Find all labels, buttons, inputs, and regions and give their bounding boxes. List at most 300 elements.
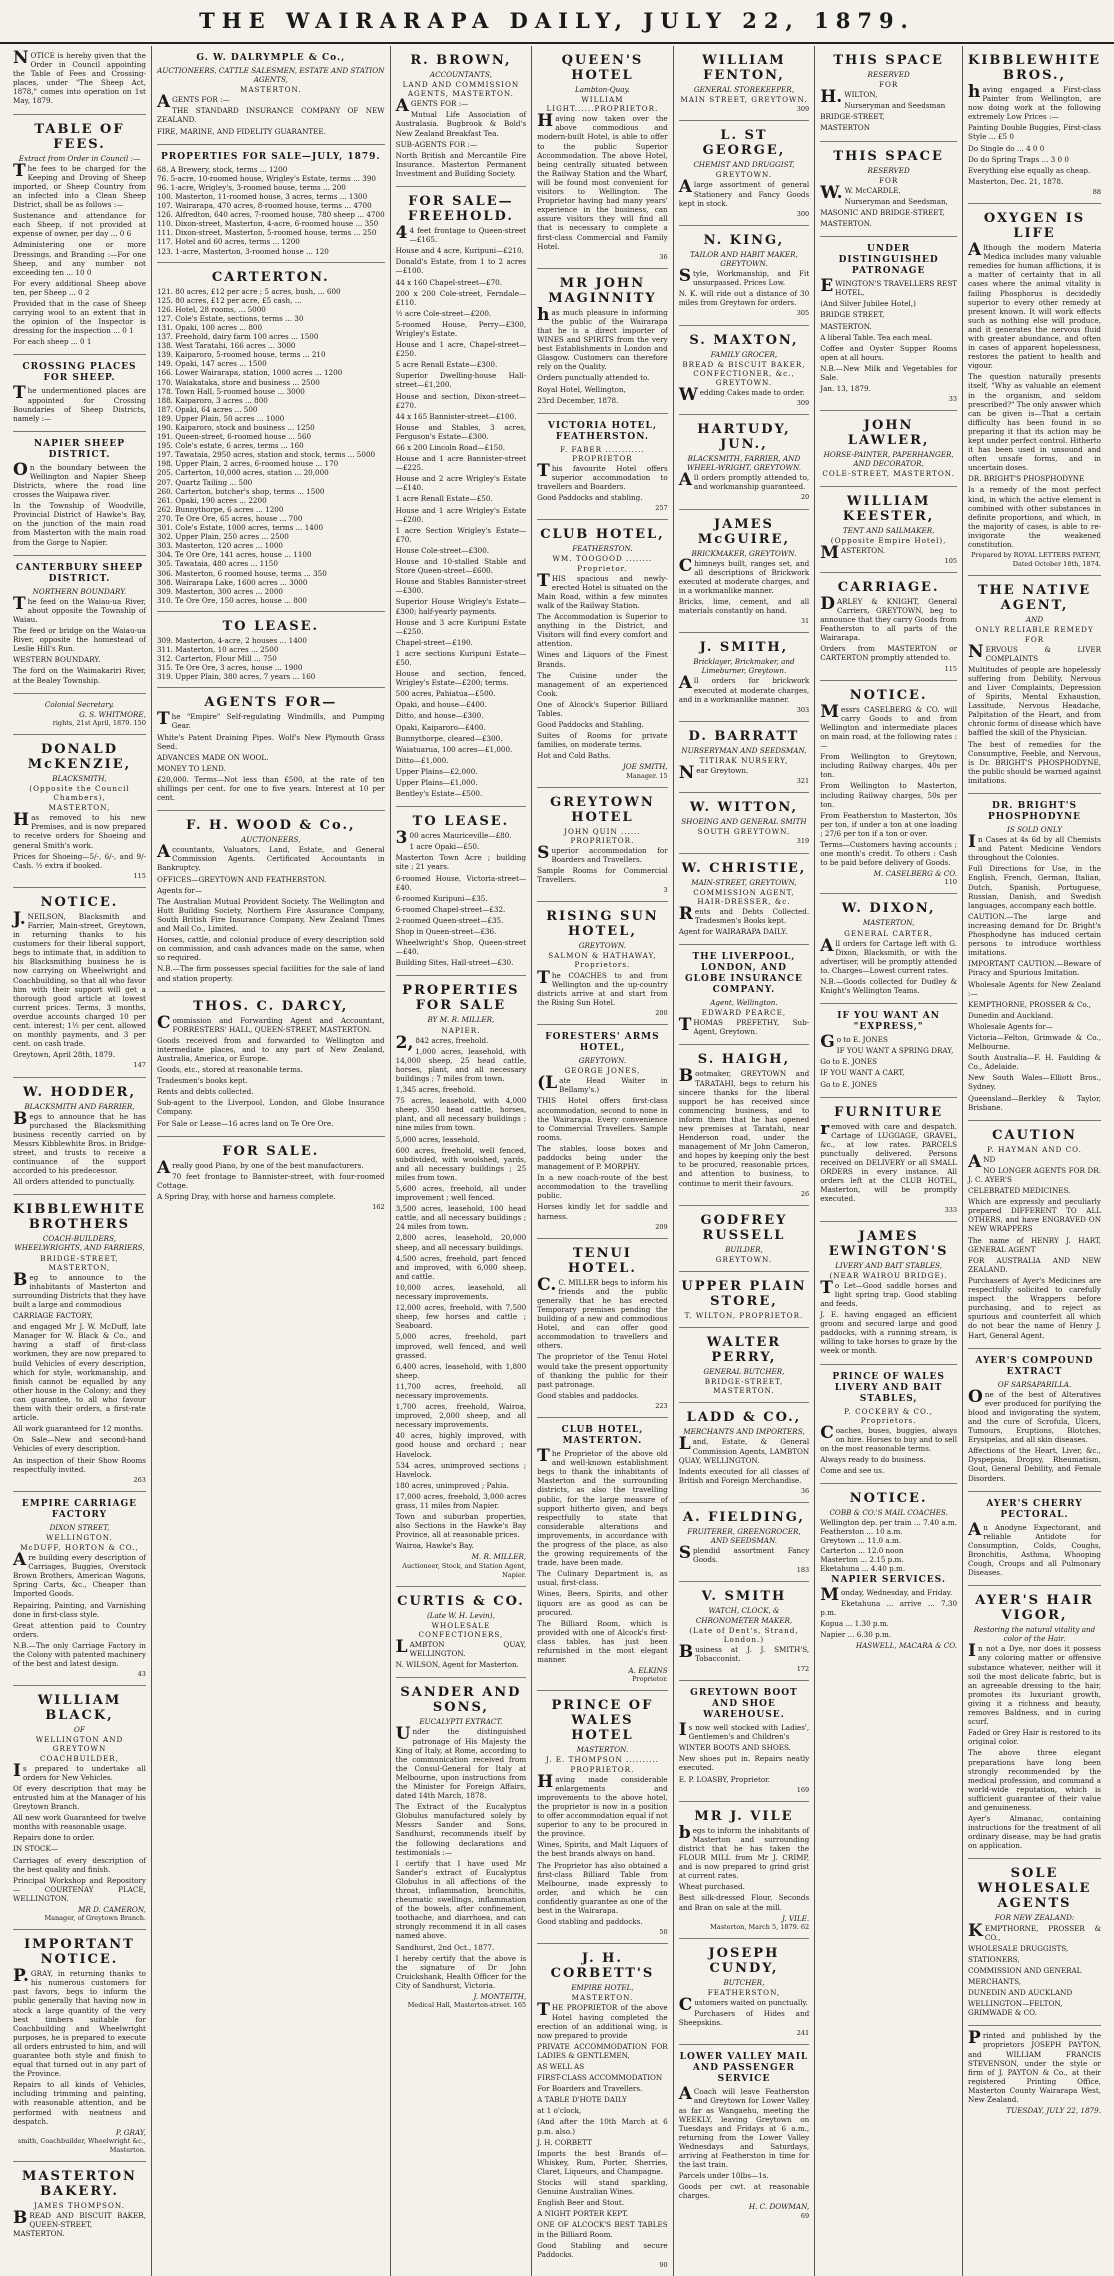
- list-item: 126. Alfredton, 640 acres, 7-roomed house, 780 sheep ... 4700: [156, 210, 385, 220]
- ad-paragraph: Eketahuna ... arrive ... 7.30 p.m.: [820, 1598, 958, 1618]
- ad-paragraph: Come and see us.: [820, 1466, 885, 1476]
- ad-reference: 309: [796, 398, 810, 407]
- ad-paragraph: Rents and debts collected.: [156, 1087, 254, 1097]
- ad-paragraph: Faded or Grey Hair is restored to its original color.: [968, 1728, 1101, 1747]
- ad-caption: WELLINGTON AND GREYTOWN COACHBUILDER,: [35, 1735, 124, 1763]
- ad-paragraph: Donald's Estate, from 1 to 2 acres—£100.: [395, 257, 527, 276]
- advertisement: [968, 1492, 1101, 1587]
- ad-paragraph: EWINGTON'S TRAVELLERS REST HOTEL,: [820, 276, 958, 298]
- ad-paragraph: Of every description that may be entrusted him at the Manager of his Greytown Branch.: [13, 1783, 146, 1812]
- ad-heading: FOR SALE.: [222, 1143, 320, 1159]
- ad-reference: 3: [663, 886, 668, 895]
- ad-subheading: Extract from Order in Council :—: [18, 153, 141, 163]
- ad-body: [13, 1760, 146, 1903]
- ad-paragraph: removed with care and despatch. Cartage of LUGGAGE, GRAVEL, &c., at low rates. PARCELS punctually delivered. Persons received on DELIVERY or all SMALL ORDERS in every instance. All orders left at the CLUB HOTEL, Masterton, will be promptly executed.: [820, 1118, 958, 1204]
- ad-body: [537, 2000, 668, 2259]
- ad-reference: 26: [800, 1189, 810, 1198]
- timetable: [820, 1518, 957, 1573]
- ad-body: [537, 1771, 668, 1927]
- ad-subheading: AUCTIONEERS, CATTLE SALESMEN, ESTATE AND STATION AGENTS,: [157, 66, 385, 85]
- ad-paragraph: North British and Mercantile Fire Insurance. Masterton Permanent Investment and Building Society.: [395, 150, 527, 178]
- ad-subheading: HORSE-PAINTER, PAPERHANGER, AND DECORATOR,: [823, 450, 954, 469]
- ad-paragraph: Wines and Liquors of the Finest Brands.: [537, 650, 668, 669]
- ad-paragraph: An inspection of their Show Rooms respectfully invited.: [13, 1455, 146, 1474]
- ad-paragraph: Printed and published by the proprietors JOSEPH PAYTON, and WILLIAM FRANCIS STEVENSON, under the style or firm of J. PAYTON & Co., at their registered Printing Office, Masterton County Wairarapa West, New Zealand.: [968, 2028, 1101, 2105]
- ad-paragraph: House and 1 acre, Chapel-street—£250.: [395, 340, 527, 359]
- ad-paragraph: Everything else equally as cheap.: [968, 165, 1091, 175]
- ad-paragraph: 1 acre Renall Estate—£50.: [395, 494, 493, 504]
- newspaper-column: [674, 46, 816, 2276]
- ad-paragraph: KEMPTHORNE, PROSSER & CO.,: [968, 1920, 1101, 1942]
- ad-caption: ONLY RELIABLE REMEDY FOR: [975, 625, 1094, 644]
- ad-paragraph: STATIONERS,: [968, 1954, 1020, 1964]
- ad-subheading: GREYTOWN.: [578, 1056, 627, 1066]
- advertisement: [396, 1678, 527, 2016]
- ad-body: [968, 2028, 1101, 2105]
- ad-heading: PRINCE OF WALES HOTEL: [551, 1698, 654, 1744]
- ad-heading: THE LIVERPOOL, LONDON, AND GLOBE INSURANCE COMPANY.: [684, 952, 803, 996]
- ad-heading: R. BROWN,: [410, 53, 512, 68]
- ad-paragraph: Go to E. JONES: [820, 1079, 878, 1089]
- ad-heading: LOWER VALLEY MAIL AND PASSENGER SERVICE: [679, 2052, 809, 2085]
- ad-paragraph: Masterton Town Acre ; building site ; 21 years.: [395, 853, 527, 872]
- ad-paragraph: Bootmaker, GREYTOWN and TARATAHI, begs to return his sincere thanks for the liberal support he has received since commencing business, and to inform them that he has opened new premises at Taratahi, near Henderson road, under the management of Mr John Cameron, and hopes by keeping only the best to be procured, reasonable prices, and attention to business, to continue to merit their favours.: [678, 1066, 810, 1188]
- ad-paragraph: AGENTS FOR :—: [395, 96, 469, 117]
- ad-paragraph: Administering one or more Dressings, and Branding :—For one Sheep, and any number not exceeding ten ... 10 0: [13, 240, 146, 277]
- ad-reference: 105: [944, 556, 958, 565]
- advertisement: [679, 1206, 810, 1272]
- advertisement: [820, 1222, 957, 1365]
- ad-subheading: Colonial Secretary.: [44, 699, 115, 709]
- ad-subheading: GREYTOWN.: [578, 941, 627, 951]
- ad-paragraph: House and 1 acre Bannister-street—£225.: [395, 454, 527, 473]
- ad-paragraph: English Beer and Stout.: [537, 2198, 625, 2208]
- ad-paragraph: WESTERN BOUNDARY.: [13, 655, 101, 665]
- newspaper-columns: [8, 46, 1106, 2269]
- ad-subheading: DIXON STREET,: [49, 1522, 110, 1532]
- ad-paragraph: For Sale or Lease—16 acres land on Te Ore Ore.: [156, 1118, 334, 1128]
- ad-caption: LAND AND COMMISSION AGENTS, MASTERTON.: [402, 80, 520, 99]
- ad-heading: W. DIXON,: [841, 901, 936, 917]
- ad-paragraph: MASTERTON.: [820, 542, 886, 563]
- ad-body: [13, 48, 146, 106]
- ad-paragraph: N.B.—The firm possesses special facilities for the sale of land and station property.: [156, 964, 385, 983]
- ad-paragraph: THIS spacious and newly-erected Hotel is situated on the Main Road, within a few minutes walk of the Railway Station.: [537, 570, 668, 610]
- ad-paragraph: Suites of Rooms for private families, on moderate terms.: [537, 731, 668, 750]
- advertisement: [537, 520, 668, 787]
- ad-body: [968, 82, 1101, 186]
- ad-subheading: Agent, Wellington.: [710, 998, 778, 1008]
- ad-paragraph: The name of HENRY J. HART, GENERAL AGENT: [968, 1235, 1101, 1254]
- ad-paragraph: Wheat purchased.: [678, 1882, 745, 1892]
- advertisement: [537, 1944, 668, 2276]
- ad-paragraph: The question naturally presents itself, "Why as valuable an element in the organism, and seldom prescribed?" The only answer which can be given is—That a certain difficulty has been found in so preparing it that its action may be kept under perfect control. Hitherto it has been used in unsound and often unsafe forms, and in uncertain doses.: [968, 372, 1101, 473]
- ad-reference: Manager, of Greytown Branch.: [44, 1914, 146, 1923]
- ad-heading: NOTICE.: [40, 894, 119, 910]
- advertisement: [820, 681, 957, 895]
- ad-reference: 183: [796, 1566, 810, 1575]
- ad-subheading: IS SOLD ONLY: [1007, 825, 1062, 834]
- ad-heading: GREYTOWN HOTEL: [550, 794, 655, 825]
- ad-body: [678, 1066, 810, 1188]
- ad-paragraph: An Anodyne Expectorant, and reliable Antidote for Consumption, Colds, Coughs, Bronchitis, Asthma, Whooping Cough, Croups and all Pulmonary Diseases.: [968, 1519, 1101, 1578]
- ad-body: [13, 810, 146, 870]
- ad-paragraph: The undermentioned places are appointed for Crossing Boundaries of Sheep Districts, namely :—: [13, 383, 146, 423]
- ad-body: [968, 641, 1101, 785]
- ad-reference: Manager. 15: [626, 771, 668, 780]
- ad-caption: COLE-STREET, MASTERTON.: [822, 469, 955, 479]
- ad-paragraph: having engaged a First-class Painter from Wellington, are now doing work at the following extremely Low Prices :—: [968, 82, 1101, 122]
- advertisement: [157, 612, 385, 688]
- ad-paragraph: 2,800 acres, leasehold, 20,000 sheep, and all necessary buildings.: [395, 1233, 527, 1252]
- ad-paragraph: 17,000 acres, freehold, 3,000 acres grass, 11 miles from Napier.: [395, 1491, 527, 1510]
- ad-heading: TO LEASE.: [412, 814, 510, 830]
- list-item: 126. Hotel, 28 rooms, ... 5000: [156, 304, 266, 314]
- ad-subheading: FOR NEW ZEALAND:: [994, 1913, 1075, 1923]
- ad-subheading: GENERAL STOREKEEPER,: [693, 85, 794, 94]
- ad-paragraph: N.B.—The only Carriage Factory in the Colony with patented machinery of the best and latest design.: [13, 1640, 146, 1669]
- ad-paragraph: Wheelwright's Shop, Queen-street—£40.: [395, 938, 527, 957]
- advertisement: [679, 415, 810, 509]
- advertisement: [968, 1349, 1101, 1492]
- ad-paragraph: 534 acres, unimproved sections ; Havelock.: [395, 1460, 527, 1479]
- ad-heading: G. W. DALRYMPLE & Co.,: [196, 53, 346, 63]
- ad-paragraph: The "Empire" Self-regulating Windmills, and Pumping Gear.: [156, 709, 385, 731]
- ad-paragraph: House Cole-street—£300.: [395, 545, 490, 555]
- ad-signature: A. ELKINS: [628, 1666, 668, 1676]
- ad-paragraph: Commission and Forwarding Agent and Accountant, FORRESTERS' HALL, QUEEN-STREET, MASTERTON.: [156, 1012, 385, 1034]
- ad-paragraph: Customers waited on punctually.: [678, 1994, 808, 2015]
- ad-paragraph: Building Sites, Hall-street—£30.: [395, 958, 514, 968]
- ad-paragraph: H.WILTON,: [820, 87, 878, 108]
- ad-reference: 321: [796, 777, 810, 786]
- ad-paragraph: Horses kindly let for saddle and harness.: [537, 1202, 668, 1221]
- ad-caption: T. WILTON, PROPRIETOR.: [684, 1310, 804, 1320]
- advertisement: [13, 2162, 146, 2246]
- ad-subheading: (Late W. H. Levin),: [426, 1610, 495, 1620]
- ad-paragraph: Good Paddocks and stabling.: [537, 493, 643, 503]
- ad-reference: 90: [659, 2260, 668, 2269]
- ad-paragraph: 180 acres, unimproved ; Pahia.: [395, 1480, 509, 1490]
- ad-body: [13, 160, 146, 347]
- ad-paragraph: WHOLESALE DRUGGISTS,: [968, 1943, 1069, 1953]
- ad-paragraph: Do do Spring Traps ... 3 0 0: [968, 154, 1069, 164]
- ad-paragraph: 6-roomed Kuripuni—£35.: [395, 893, 488, 903]
- ad-subheading: COACH-BUILDERS, WHEELWRIGHTS, AND FARRIERS,: [14, 1234, 145, 1253]
- newspaper-title: THE WAIRARAPA DAILY, JULY 22, 1879.: [199, 8, 915, 33]
- ad-body: [678, 1015, 810, 1037]
- ad-body: [156, 1012, 385, 1128]
- ad-paragraph: Having made considerable enlargements and improvements to the above hotel, the proprietor is now in a position to offer accommodation equal if not superior to any to be procured in the province.: [537, 1771, 668, 1839]
- ad-paragraph: Purchasers of Hides and Sheepskins.: [678, 2009, 810, 2028]
- ad-body: [395, 1032, 527, 1551]
- ad-subheading: Bricklayer, Brickmaker, and Limeburner, Greytown.: [693, 657, 795, 676]
- advertisement: [820, 573, 957, 681]
- ad-paragraph: House and 1 acre Wrigley's Estate—£200.: [395, 505, 527, 524]
- ad-caption: JAMES THOMPSON.: [33, 2201, 125, 2211]
- ad-body: [13, 593, 146, 685]
- ad-paragraph: (And after the 10th March at 6 p.m. also.): [537, 2117, 668, 2136]
- advertisement: [679, 326, 810, 416]
- ad-paragraph: 10,000 acres, leasehold, all necessary improvements.: [395, 1282, 527, 1302]
- ad-paragraph: The proprietor of the Tenui Hotel would take the present opportunity of thanking the public for their past patronage.: [537, 1352, 668, 1389]
- ad-heading: THIS SPACE: [833, 148, 944, 164]
- ad-signature: G. S. WHITMORE,: [79, 709, 146, 719]
- ad-paragraph: Ayer's Almanac, containing instructions for the treatment of all ordinary disease, may be had gratis on application.: [968, 1814, 1101, 1851]
- ad-reference: 303: [796, 705, 810, 714]
- ad-paragraph: Bentley's Estate—£500.: [395, 789, 483, 799]
- ad-heading: D. BARRATT: [688, 728, 800, 744]
- ad-body: [820, 182, 957, 229]
- ad-paragraph: A Spring Dray, with horse and harness complete.: [156, 1191, 336, 1201]
- ad-reference: 43: [137, 1670, 146, 1679]
- ad-body: [820, 276, 958, 394]
- ad-reference: 172: [796, 1665, 810, 1673]
- ad-paragraph: IF YOU WANT A CART,: [820, 1068, 905, 1078]
- ad-heading: JOSEPH CUNDY,: [708, 1945, 780, 1976]
- advertisement: [157, 46, 385, 145]
- ad-signature: MR D. CAMERON,: [78, 1904, 146, 1914]
- ad-body: [820, 1422, 958, 1476]
- ad-heading: AGENTS FOR—: [204, 695, 338, 711]
- ad-reference: smith, Coachbuilder, Wheelwright &c., Masterton.: [17, 2136, 146, 2154]
- ad-paragraph: On the boundary between the Wellington and Napier Sheep Districts, where the road line crosses the Waipawa river.: [13, 459, 146, 500]
- ad-paragraph: The COACHES to and from Wellington and the up-country districts arrive at and start from the Rising Sun Hotel.: [537, 967, 668, 1007]
- list-item: 110. Dixon-street, Masterton, 4-acre, 6-roomed house ... 350: [156, 219, 379, 229]
- ad-paragraph: I hereby certify that the above is the signature of Dr John Cruickshank, Health Officer for the City of Sandhurst, Victoria.: [395, 1953, 527, 1990]
- ad-caption: JOHN QUIN ...... PROPRIETOR.: [564, 826, 641, 845]
- advertisement: [968, 576, 1101, 794]
- ad-paragraph: Wedding Cakes made to order.: [678, 384, 805, 405]
- ad-reference: 300: [796, 209, 810, 218]
- ad-body: [13, 383, 146, 423]
- ad-paragraph: Bunnythorpe, cleared—£300.: [395, 733, 503, 743]
- ad-paragraph: One of Alcock's Superior Billiard Tables.: [537, 699, 668, 718]
- ad-caption: (NEAR WAIROU BRIDGE).: [829, 1270, 948, 1280]
- ad-paragraph: Is prepared to undertake all orders for New Vehicles.: [13, 1760, 146, 1782]
- ad-heading: UPPER PLAIN STORE,: [681, 1278, 807, 1309]
- ad-paragraph: 5,600 acres, freehold, all under improvement ; well fenced.: [395, 1184, 527, 1203]
- ad-heading: RISING SUN HOTEL,: [546, 909, 659, 940]
- ad-reference: Proprietor.: [632, 1675, 668, 1684]
- list-item: 189. Upper Plain, 50 acres ... 1000: [156, 413, 285, 423]
- ad-paragraph: In the Township of Woodville, Provincial District of Hawke's Bay, on the junction of the main road from Masterton with the main road from the Gorge to Napier.: [13, 501, 146, 547]
- ad-caption: F. FABER ............ PROPRIETOR: [560, 444, 645, 463]
- ad-paragraph: Coaches, buses, buggies, always on hire. Horses to buy and to sell on the most reasonable terms.: [820, 1422, 958, 1453]
- advertisement: [13, 556, 146, 694]
- ad-heading: FOR SALE—FREEHOLD.: [407, 194, 514, 225]
- ad-paragraph: W.W. McCARDLE,: [820, 182, 901, 203]
- ad-paragraph: IN STOCK—: [13, 1844, 59, 1854]
- ad-heading: OXYGEN IS LIFE: [983, 211, 1086, 242]
- ad-heading: MR JOHN MAGINNITY: [548, 275, 657, 306]
- ad-body: [156, 92, 385, 136]
- ad-paragraph: Begs to announce that he has purchased the Blacksmithing business recently carried on by Messrs Kibblewhite Bros. in Bridge-street, and trusts to receive a continuance of the support accorded to his predecessor.: [13, 1108, 146, 1176]
- ad-heading: NAPIER SHEEP DISTRICT.: [33, 438, 126, 460]
- list-item: 96. 1-acre, Wrigley's, 3-roomed house, terms ... 200: [156, 182, 346, 192]
- ad-body: [156, 709, 385, 803]
- ad-paragraph: Indents executed for all classes of British and Foreign Merchandise.: [678, 1466, 810, 1485]
- advertisement: [820, 411, 957, 486]
- ad-paragraph: Accountants, Valuators, Land, Estate, and General Commission Agents. Certificated Accountants in Bankruptcy.: [156, 842, 385, 873]
- ad-paragraph: Alarge assortment of general Stationery and Fancy Goods kept in stock.: [678, 177, 810, 208]
- list-item: 100. Masterton, 11-roomed house, 3 acres, terms ... 1300: [156, 191, 368, 201]
- advertisement: [537, 46, 668, 269]
- advertisement: [679, 1939, 810, 2046]
- list-item: 117. Hotel and 60 acres, terms ... 1200: [156, 237, 300, 247]
- list-item: 197. Tawataia, 2950 acres, station and stock, terms ... 5000: [156, 450, 376, 460]
- ad-body: [678, 903, 810, 936]
- advertisement: [13, 1686, 146, 1930]
- ad-body: [820, 701, 958, 868]
- list-item: 302. Upper Plain, 250 acres ... 2500: [156, 532, 289, 542]
- ad-subheading: RESERVED: [867, 165, 910, 175]
- ad-paragraph: Parcels under 10lbs—1s.: [678, 2171, 769, 2181]
- ad-reference: rights, 21st April, 1879. 150: [52, 718, 146, 727]
- ad-paragraph: The ford on the Waimakariri River, at the Bealey Township.: [13, 666, 146, 685]
- property-list: [157, 165, 385, 256]
- ad-paragraph: Repairs to all kinds of Vehicles, including trimming and painting, with reasonable attention, and be performed with neatness and despatch.: [13, 2080, 146, 2126]
- ad-reference: 69: [800, 2211, 810, 2220]
- advertisement: [679, 1681, 810, 1802]
- ad-paragraph: MASTERTON: [820, 123, 870, 133]
- ad-heading: CURTIS & CO.: [397, 1593, 525, 1609]
- ad-paragraph: Good Paddocks and Stabling.: [537, 720, 644, 730]
- ad-reference: 88: [1092, 187, 1101, 196]
- ad-heading: THIS SPACE: [833, 53, 944, 68]
- ad-caption: (Late of Dent's, Strand, London.): [689, 1625, 799, 1644]
- ad-caption: NAPIER.: [441, 1025, 481, 1035]
- list-item: 301. Cole's Estate, 1000 acres, terms ... 1400: [156, 523, 324, 533]
- ad-paragraph: PRIVATE ACCOMMODATION FOR LADIES & GENTLEMEN,: [537, 2041, 668, 2060]
- ad-paragraph: Affections of the Heart, Liver, &c., Dyspepsia, Dropsy, Rheumatism, Gout, General Debility, and Female Disorders.: [968, 1446, 1101, 1483]
- ad-reference: 319: [796, 837, 810, 846]
- ad-caption: WILLIAM LIGHT......PROPRIETOR.: [546, 95, 659, 114]
- ad-caption: EDWARD PEARCE,: [701, 1008, 787, 1018]
- ad-signature: HASWELL, MACARA & CO.: [855, 1641, 958, 1651]
- advertisement: [820, 1004, 957, 1097]
- list-item: 187. Opaki, 64 acres ... 500: [156, 404, 258, 414]
- ad-paragraph: OFFICES—GREYTOWN AND FEATHERSTON.: [156, 874, 327, 884]
- advertisement: [13, 432, 146, 556]
- ad-heading: KIBBLEWHITE BROS.,: [968, 53, 1101, 83]
- ad-paragraph: Waiatuarua, 100 acres—£1,000.: [395, 744, 513, 754]
- ad-heading: JAMES EWINGTON'S: [828, 1228, 949, 1259]
- ad-paragraph: J. E. having engaged an efficient groom and secured large and good paddocks, with a running stream, is willing to take horses to graze by the week or month.: [820, 1310, 958, 1356]
- timetable-row: Masterton ... 2.15 p.m.: [820, 1554, 904, 1564]
- ad-paragraph: Sample Rooms for Commercial Travellers.: [537, 866, 668, 885]
- advertisement: [537, 269, 668, 414]
- ad-paragraph: The fees to be charged for the Keeping and Droving of Sheep imported, or Sheep Country from an infected into a Clean Sheep District, shall be as follows :—: [13, 160, 146, 210]
- ad-paragraph: All orders attended to punctually.: [13, 1177, 135, 1187]
- ad-paragraph: N. K. will ride out a distance of 30 miles from Greytown for orders.: [678, 289, 810, 308]
- ad-paragraph: Sandhurst, 2nd Oct., 1877.: [395, 1942, 495, 1952]
- ad-paragraph: I certify that I have used Mr Sander's extract of Eucalyptus Globulus in all affections of the throat, inflammation, bronchitis, rheumatic swellings, inflammation of the bowels, after confinement, toothache, and diarrhoea, and can strongly recommend it in all cases named above.: [395, 1858, 527, 1941]
- ad-paragraph: House and section, fenced, Wrigley's Estate—£200; terms.: [395, 669, 527, 688]
- ad-subheading: WATCH, CLOCK, & CHRONOMETER MAKER,: [695, 1606, 793, 1625]
- ad-paragraph: 12,000 acres, freehold, with 7,500 sheep, few horses and cattle ; Seaboard.: [395, 1303, 527, 1331]
- advertisement: [679, 1582, 810, 1681]
- ad-body: [820, 87, 957, 133]
- ad-paragraph: Orders punctually attended to.: [537, 373, 650, 383]
- ad-subheading: RESERVED: [867, 70, 910, 79]
- ad-heading: DR. BRIGHT'S PHOSPHODYNE: [988, 801, 1082, 822]
- ad-caption: TITIRAK NURSERY,: [699, 755, 789, 765]
- ad-heading: KIBBLEWHITE BROTHERS: [13, 1202, 146, 1233]
- timetable-row: Wellington dep. per train ... 7.40 a.m.: [820, 1518, 958, 1528]
- ad-paragraph: House and 3 acre Kuripuni Estate—£250.: [395, 617, 527, 636]
- ad-subheading: MERCHANTS AND IMPORTERS,: [683, 1427, 805, 1437]
- ad-paragraph: Superior Dwelling-house Hall-street—£1,200.: [395, 371, 527, 390]
- ad-paragraph: and engaged Mr J. W. McDuff, late Manager for W. Black & Co., and having a staff of first-class workmen, they are now prepared to build Vehicles of every description, which for style, workmanship, and finish cannot be equalled by any other house in the Colony; and they can guarantee, to all who favour them with their orders, a first-rate article.: [13, 1322, 146, 1423]
- ad-signature: J. VILE.: [781, 1913, 810, 1923]
- ad-reference: 31: [800, 617, 810, 626]
- ad-body: [968, 832, 1101, 1112]
- advertisement: [13, 1930, 146, 2162]
- ad-paragraph: The above three elegant preparations have long been strongly recommended by the medical profession, and command a world-wide reputation, which is sufficient guarantee of their value and genuineness.: [968, 1748, 1101, 1812]
- ad-paragraph: AGENTS FOR :—: [156, 92, 230, 113]
- ad-paragraph: Are building every description of Carriages, Buggies, Overstock Brown Brothers, American Wagons, Spring Carts, &c., Cheaper than Imported Goods.: [13, 1550, 146, 1599]
- ad-paragraph: DARLEY & KNIGHT, General Carriers, GREYTOWN, beg to announce that they carry Goods from Featherston to all parts of the Wairarapa.: [820, 593, 958, 643]
- ad-paragraph: Beg to announce to the inhabitants of Masterton and surrounding Districts that they have built a large and commodious: [13, 1269, 146, 1309]
- ad-paragraph: House and 4 acre, Kuripuni—£210.: [395, 246, 524, 256]
- ad-paragraph: A liberal Table. Tea each meal.: [820, 332, 933, 342]
- ad-paragraph: WINTER BOOTS AND SHOES.: [678, 1743, 791, 1753]
- ad-heading: JOHN LAWLER,: [847, 418, 930, 449]
- advertisement: [13, 1492, 146, 1687]
- ad-paragraph: Jan. 13, 1879.: [820, 384, 871, 394]
- ad-paragraph: All orders for Cartage left with G. Dixon, Blacksmith, or with the advertiser, will be promptly attended to. Charges—Lowest current rates.: [820, 935, 958, 975]
- ad-paragraph: Great attention paid to Country orders.: [13, 1620, 146, 1639]
- ad-heading: CLUB HOTEL, MASTERTON.: [561, 1425, 644, 1447]
- ad-body: [678, 470, 810, 492]
- ad-heading: PRINCE OF WALES LIVERY AND BAIT STABLES,: [832, 1371, 945, 1404]
- advertisement: [157, 263, 385, 612]
- ad-paragraph: Sustenance and attendance for each Sheep, if not provided at expense of owner, per day ... 0 6: [13, 211, 146, 239]
- ad-paragraph: The Accommodation is Superior to anything in the District, and Visitors will find every comfort and attention.: [537, 612, 668, 649]
- ad-paragraph: Style, Workmanship, and Fit unsurpassed. Prices Low.: [678, 266, 810, 288]
- ad-paragraph: 200 x 200 Cole-street, Ferndale—£110.: [395, 288, 527, 307]
- ad-reference: 257: [655, 504, 668, 513]
- ad-heading: NOTICE.: [849, 1491, 928, 1507]
- advertisement: [679, 633, 810, 722]
- ad-heading: GREYTOWN BOOT AND SHOE WAREHOUSE.: [690, 1688, 798, 1721]
- ad-paragraph: Royal Hotel, Wellington,: [537, 384, 626, 394]
- ad-heading: WALTER PERRY,: [706, 1335, 782, 1366]
- ad-heading: EMPIRE CARRIAGE FACTORY: [21, 1498, 138, 1520]
- timetable-row: Greytown ... 11.0 a.m.: [820, 1536, 902, 1546]
- ad-paragraph: Superior accommodation for Boarders and Travellers.: [537, 842, 668, 864]
- ad-body: [678, 1434, 810, 1485]
- ad-body: [678, 1994, 810, 2028]
- ad-paragraph: N.B.—New Milk and Vegetables for Sale.: [820, 363, 958, 382]
- ad-paragraph: Orders from MASTERTON or CARTERTON promptly attended to.: [820, 644, 958, 663]
- ad-subheading: GENERAL BUTCHER,: [703, 1367, 785, 1377]
- ad-paragraph: Wairoa, Hawke's Bay.: [395, 1541, 474, 1551]
- list-item: 166. Lower Wairarapa, station, 1000 acres ... 1200: [156, 368, 343, 378]
- ad-paragraph: 6-roomed House, Victoria-street—£40.: [395, 873, 527, 892]
- property-list: [157, 636, 385, 681]
- ad-subheading: MAIN-STREET, GREYTOWN,: [691, 877, 797, 887]
- advertisement: [13, 1195, 146, 1491]
- ad-body: [678, 177, 810, 208]
- ad-signature: TUESDAY, JULY 22, 1879.: [1006, 2106, 1101, 2116]
- newspaper-column: [391, 46, 533, 2276]
- ad-subheading: OF SARSAPARILLA.: [997, 1379, 1072, 1389]
- advertisement: [396, 187, 527, 807]
- ad-paragraph: ONE OF ALCOCK'S BEST TABLES in the Billiard Room.: [537, 2220, 668, 2239]
- ad-paragraph: Ditto—£1,000.: [395, 755, 449, 765]
